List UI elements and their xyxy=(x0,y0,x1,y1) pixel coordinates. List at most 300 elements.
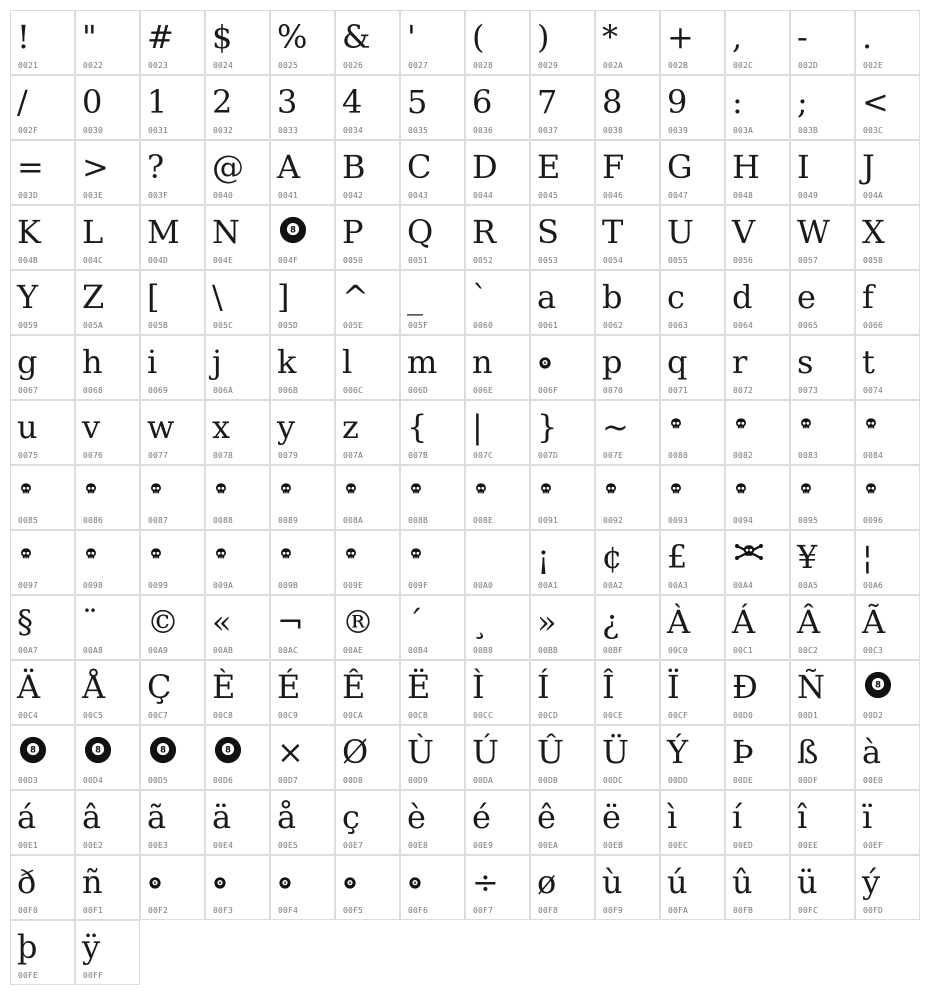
glyph-char: Ø xyxy=(342,733,369,771)
glyph-cell xyxy=(400,595,465,660)
glyph-codepoint: 00A9 xyxy=(148,646,169,655)
glyph-char: Z xyxy=(82,278,105,316)
glyph-char: ' xyxy=(407,18,416,56)
glyph-codepoint: 0040 xyxy=(213,191,234,200)
glyph-cell xyxy=(75,270,140,335)
glyph-cell xyxy=(855,595,920,660)
glyph-codepoint: 00F4 xyxy=(278,906,299,915)
glyph-codepoint: 0064 xyxy=(733,321,754,330)
glyph-cell xyxy=(205,335,270,400)
glyph-cell xyxy=(855,660,920,725)
glyph-codepoint: 005E xyxy=(343,321,364,330)
glyph-cell xyxy=(205,530,270,595)
glyph-cell xyxy=(660,595,725,660)
glyph-codepoint: 0070 xyxy=(603,386,624,395)
glyph-cell xyxy=(595,270,660,335)
glyph-codepoint: 005A xyxy=(83,321,104,330)
glyph-char: Â xyxy=(797,603,821,641)
glyph-char: ë xyxy=(602,798,621,836)
glyph-codepoint: 0046 xyxy=(603,191,624,200)
glyph-cell xyxy=(465,790,530,855)
glyph-char: ´ xyxy=(407,603,423,641)
glyph-codepoint: 0095 xyxy=(798,516,819,525)
glyph-codepoint: 00CE xyxy=(603,711,624,720)
glyph-char: N xyxy=(212,213,240,251)
svg-text:8: 8 xyxy=(30,744,36,755)
glyph-cell xyxy=(660,140,725,205)
glyph-cell xyxy=(10,75,75,140)
glyph-cell xyxy=(400,660,465,725)
glyph-cell xyxy=(595,595,660,660)
glyph-codepoint: 00A8 xyxy=(83,646,104,655)
glyph-codepoint: 0044 xyxy=(473,191,494,200)
glyph-char: Ú xyxy=(472,733,499,771)
skull-icon xyxy=(344,547,358,561)
eight-ball-icon xyxy=(84,736,112,764)
glyph-cell xyxy=(465,140,530,205)
glyph-codepoint: 00EE xyxy=(798,841,819,850)
glyph-codepoint: 00CA xyxy=(343,711,364,720)
glyph-char: Q xyxy=(407,213,434,251)
glyph-cell xyxy=(660,855,725,920)
skull-icon xyxy=(734,482,748,496)
glyph-char: © xyxy=(147,603,179,641)
glyph-codepoint: 0086 xyxy=(83,516,104,525)
glyph-codepoint: 0065 xyxy=(798,321,819,330)
glyph-codepoint: 0029 xyxy=(538,61,559,70)
glyph-char: É xyxy=(277,668,301,706)
glyph-cell xyxy=(270,725,335,790)
glyph-cell xyxy=(335,140,400,205)
glyph-char: < xyxy=(862,83,889,121)
glyph-cell xyxy=(10,465,75,530)
glyph-codepoint: 007A xyxy=(343,451,364,460)
glyph-codepoint: 0076 xyxy=(83,451,104,460)
glyph-cell xyxy=(335,855,400,920)
glyph-codepoint: 0057 xyxy=(798,256,819,265)
glyph-codepoint: 00FC xyxy=(798,906,819,915)
glyph-codepoint: 0045 xyxy=(538,191,559,200)
glyph-cell xyxy=(660,465,725,530)
glyph-char: ÿ xyxy=(82,928,101,966)
glyph-char: Y xyxy=(17,278,39,316)
glyph-codepoint: 0041 xyxy=(278,191,299,200)
glyph-char: l xyxy=(342,343,353,381)
glyph-codepoint: 008A xyxy=(343,516,364,525)
glyph-cell xyxy=(335,205,400,270)
skull-icon xyxy=(734,417,748,431)
glyph-cell xyxy=(10,790,75,855)
glyph-codepoint: 00C1 xyxy=(733,646,754,655)
glyph-codepoint: 007E xyxy=(603,451,624,460)
glyph-cell xyxy=(75,75,140,140)
glyph-char: y xyxy=(277,408,296,446)
glyph-codepoint: 00BF xyxy=(603,646,624,655)
glyph-cell xyxy=(400,530,465,595)
glyph-char: J xyxy=(862,148,875,186)
glyph-cell xyxy=(595,75,660,140)
glyph-cell xyxy=(205,140,270,205)
glyph-cell xyxy=(335,335,400,400)
glyph-codepoint: 00A4 xyxy=(733,581,754,590)
glyph-codepoint: 0078 xyxy=(213,451,234,460)
glyph-codepoint: 00DA xyxy=(473,776,494,785)
glyph-char: Å xyxy=(82,668,106,706)
glyph-cell xyxy=(270,400,335,465)
glyph-codepoint: 009F xyxy=(408,581,429,590)
glyph-char: S xyxy=(537,213,559,251)
skull-icon xyxy=(279,547,293,561)
eight-ball-icon xyxy=(19,736,47,764)
glyph-cell xyxy=(790,790,855,855)
glyph-cell xyxy=(75,465,140,530)
glyph-cell xyxy=(855,205,920,270)
glyph-codepoint: 0036 xyxy=(473,126,494,135)
skull-icon xyxy=(84,482,98,496)
glyph-cell xyxy=(725,335,790,400)
glyph-cell xyxy=(400,855,465,920)
glyph-codepoint: 00F7 xyxy=(473,906,494,915)
glyph-codepoint: 00F3 xyxy=(213,906,234,915)
glyph-codepoint: 0059 xyxy=(18,321,39,330)
skull-crossbones-icon xyxy=(734,543,764,563)
glyph-codepoint: 0039 xyxy=(668,126,689,135)
glyph-cell xyxy=(660,270,725,335)
glyph-cell xyxy=(140,335,205,400)
glyph-cell xyxy=(725,10,790,75)
glyph-cell xyxy=(205,270,270,335)
glyph-char: W xyxy=(797,213,830,251)
glyph-codepoint: 00EF xyxy=(863,841,884,850)
glyph-cell xyxy=(140,10,205,75)
glyph-cell xyxy=(75,595,140,660)
glyph-codepoint: 0060 xyxy=(473,321,494,330)
skull-icon xyxy=(604,482,618,496)
svg-text:8: 8 xyxy=(225,744,231,755)
glyph-char: ¿ xyxy=(602,603,620,641)
glyph-codepoint: 003E xyxy=(83,191,104,200)
glyph-char: C xyxy=(407,148,432,186)
glyph-cell xyxy=(205,790,270,855)
glyph-codepoint: 004D xyxy=(148,256,169,265)
glyph-char: > xyxy=(82,148,109,186)
glyph-char: ð xyxy=(17,863,37,901)
glyph-cell xyxy=(725,660,790,725)
glyph-char: Ã xyxy=(862,603,886,641)
glyph-codepoint: 0051 xyxy=(408,256,429,265)
glyph-cell xyxy=(75,205,140,270)
glyph-cell xyxy=(140,270,205,335)
glyph-cell xyxy=(790,140,855,205)
glyph-codepoint: 009E xyxy=(343,581,364,590)
glyph-cell xyxy=(855,10,920,75)
glyph-codepoint: 00FF xyxy=(83,971,104,980)
glyph-codepoint: 00FB xyxy=(733,906,754,915)
glyph-codepoint: 0047 xyxy=(668,191,689,200)
glyph-codepoint: 0067 xyxy=(18,386,39,395)
glyph-cell xyxy=(400,725,465,790)
glyph-cell xyxy=(10,335,75,400)
glyph-codepoint: 006F xyxy=(538,386,559,395)
svg-text:8: 8 xyxy=(283,881,287,885)
glyph-codepoint: 0042 xyxy=(343,191,364,200)
glyph-char: + xyxy=(667,18,694,56)
glyph-cell xyxy=(75,140,140,205)
glyph-cell xyxy=(10,205,75,270)
glyph-char: « xyxy=(212,603,232,641)
glyph-codepoint: 00EC xyxy=(668,841,689,850)
glyph-codepoint: 007C xyxy=(473,451,494,460)
glyph-codepoint: 00F2 xyxy=(148,906,169,915)
glyph-codepoint: 002B xyxy=(668,61,689,70)
glyph-char: / xyxy=(17,83,28,121)
glyph-codepoint: 0052 xyxy=(473,256,494,265)
glyph-codepoint: 00DD xyxy=(668,776,689,785)
glyph-char: & xyxy=(342,18,371,56)
glyph-cell xyxy=(725,725,790,790)
glyph-codepoint: 006A xyxy=(213,386,234,395)
glyph-char: ® xyxy=(342,603,374,641)
glyph-codepoint: 0024 xyxy=(213,61,234,70)
glyph-cell xyxy=(530,205,595,270)
glyph-char: 4 xyxy=(342,83,363,121)
glyph-codepoint: 008B xyxy=(408,516,429,525)
glyph-char: , xyxy=(732,18,743,56)
glyph-cell xyxy=(465,660,530,725)
glyph-cell xyxy=(855,855,920,920)
glyph-char: ¥ xyxy=(797,538,818,576)
glyph-char: s xyxy=(797,343,814,381)
glyph-codepoint: 0056 xyxy=(733,256,754,265)
glyph-cell xyxy=(790,75,855,140)
glyph-cell xyxy=(270,660,335,725)
glyph-cell xyxy=(465,465,530,530)
glyph-codepoint: 006E xyxy=(473,386,494,395)
glyph-codepoint: 002D xyxy=(798,61,819,70)
glyph-char: ; xyxy=(797,83,808,121)
glyph-char: ) xyxy=(537,18,550,56)
glyph-codepoint: 0061 xyxy=(538,321,559,330)
glyph-char: Í xyxy=(537,668,550,706)
glyph-codepoint: 0084 xyxy=(863,451,884,460)
skull-icon xyxy=(149,547,163,561)
skull-icon xyxy=(409,482,423,496)
glyph-char: À xyxy=(667,603,691,641)
glyph-char: n xyxy=(472,343,493,381)
glyph-cell xyxy=(465,725,530,790)
skull-icon xyxy=(669,482,683,496)
glyph-cell xyxy=(205,205,270,270)
glyph-cell xyxy=(400,335,465,400)
glyph-codepoint: 00D3 xyxy=(18,776,39,785)
glyph-cell xyxy=(335,75,400,140)
glyph-cell xyxy=(790,530,855,595)
glyph-codepoint: 00AB xyxy=(213,646,234,655)
glyph-char: ú xyxy=(667,863,688,901)
glyph-char: % xyxy=(277,18,308,56)
glyph-char: R xyxy=(472,213,497,251)
glyph-cell xyxy=(140,75,205,140)
glyph-codepoint: 0092 xyxy=(603,516,624,525)
glyph-cell xyxy=(335,660,400,725)
glyph-codepoint: 002C xyxy=(733,61,754,70)
glyph-codepoint: 0068 xyxy=(83,386,104,395)
glyph-char: ä xyxy=(212,798,232,836)
svg-text:8: 8 xyxy=(875,679,881,690)
glyph-cell xyxy=(400,270,465,335)
glyph-cell xyxy=(10,270,75,335)
glyph-cell xyxy=(660,660,725,725)
glyph-cell xyxy=(270,790,335,855)
glyph-char: û xyxy=(732,863,753,901)
glyph-cell xyxy=(75,920,140,985)
glyph-codepoint: 0063 xyxy=(668,321,689,330)
glyph-cell xyxy=(790,465,855,530)
glyph-codepoint: 0028 xyxy=(473,61,494,70)
glyph-codepoint: 00B4 xyxy=(408,646,429,655)
glyph-char: _ xyxy=(407,278,423,316)
glyph-char: 8 xyxy=(602,83,623,121)
glyph-cell xyxy=(790,400,855,465)
glyph-codepoint: 009A xyxy=(213,581,234,590)
glyph-cell xyxy=(270,75,335,140)
glyph-codepoint: 0049 xyxy=(798,191,819,200)
glyph-codepoint: 0098 xyxy=(83,581,104,590)
glyph-cell xyxy=(725,75,790,140)
glyph-codepoint: 004B xyxy=(18,256,39,265)
glyph-cell xyxy=(10,660,75,725)
glyph-char: I xyxy=(797,148,810,186)
glyph-cell xyxy=(205,75,270,140)
glyph-codepoint: 0099 xyxy=(148,581,169,590)
glyph-codepoint: 0033 xyxy=(278,126,299,135)
glyph-char: ] xyxy=(277,278,290,316)
glyph-cell xyxy=(595,530,660,595)
glyph-char: Û xyxy=(537,733,564,771)
glyph-char: | xyxy=(472,408,483,446)
glyph-char: - xyxy=(797,18,808,56)
glyph-codepoint: 00E7 xyxy=(343,841,364,850)
glyph-char: q xyxy=(667,343,688,381)
glyph-cell xyxy=(660,205,725,270)
glyph-codepoint: 0069 xyxy=(148,386,169,395)
glyph-cell xyxy=(270,465,335,530)
glyph-cell xyxy=(75,400,140,465)
glyph-codepoint: 00D2 xyxy=(863,711,884,720)
glyph-codepoint: 005F xyxy=(408,321,429,330)
glyph-cell xyxy=(335,400,400,465)
glyph-codepoint: 00D4 xyxy=(83,776,104,785)
glyph-char: Þ xyxy=(732,733,754,771)
glyph-cell xyxy=(335,270,400,335)
glyph-codepoint: 00A2 xyxy=(603,581,624,590)
glyph-cell xyxy=(790,595,855,660)
glyph-char: T xyxy=(602,213,624,251)
glyph-codepoint: 0093 xyxy=(668,516,689,525)
glyph-char: * xyxy=(602,18,618,56)
glyph-codepoint: 0026 xyxy=(343,61,364,70)
glyph-codepoint: 00ED xyxy=(733,841,754,850)
glyph-cell xyxy=(10,725,75,790)
glyph-cell xyxy=(140,205,205,270)
skull-icon xyxy=(864,482,878,496)
glyph-char: d xyxy=(732,278,753,316)
glyph-codepoint: 009B xyxy=(278,581,299,590)
svg-text:8: 8 xyxy=(95,744,101,755)
glyph-char: t xyxy=(862,343,875,381)
glyph-cell xyxy=(205,660,270,725)
glyph-cell xyxy=(725,205,790,270)
glyph-cell xyxy=(530,855,595,920)
glyph-cell xyxy=(140,660,205,725)
glyph-char: $ xyxy=(212,18,233,56)
glyph-codepoint: 00CF xyxy=(668,711,689,720)
glyph-char: é xyxy=(472,798,491,836)
glyph-codepoint: 006C xyxy=(343,386,364,395)
glyph-codepoint: 00A5 xyxy=(798,581,819,590)
glyph-char: A xyxy=(277,148,301,186)
glyph-char: Ù xyxy=(407,733,434,771)
skull-icon xyxy=(864,417,878,431)
glyph-char: . xyxy=(862,18,873,56)
skull-icon xyxy=(669,417,683,431)
glyph-char: ^ xyxy=(342,278,369,316)
glyph-char: L xyxy=(82,213,104,251)
glyph-codepoint: 00C8 xyxy=(213,711,234,720)
glyph-codepoint: 00A0 xyxy=(473,581,494,590)
glyph-codepoint: 00A7 xyxy=(18,646,39,655)
glyph-cell xyxy=(465,530,530,595)
glyph-char: ï xyxy=(862,798,873,836)
glyph-codepoint: 00DE xyxy=(733,776,754,785)
eight-ball-small-icon xyxy=(539,356,551,368)
glyph-codepoint: 0080 xyxy=(668,451,689,460)
glyph-char: þ xyxy=(17,928,38,966)
glyph-codepoint: 00BB xyxy=(538,646,559,655)
glyph-char: ê xyxy=(537,798,556,836)
glyph-codepoint: 0022 xyxy=(83,61,104,70)
glyph-char: Đ xyxy=(732,668,758,706)
glyph-char: â xyxy=(82,798,102,836)
svg-text:8: 8 xyxy=(543,361,547,365)
glyph-cell xyxy=(400,140,465,205)
glyph-cell xyxy=(530,530,595,595)
glyph-codepoint: 00C7 xyxy=(148,711,169,720)
glyph-cell xyxy=(660,530,725,595)
glyph-codepoint: 006D xyxy=(408,386,429,395)
glyph-codepoint: 00EA xyxy=(538,841,559,850)
glyph-codepoint: 00F5 xyxy=(343,906,364,915)
glyph-cell xyxy=(725,140,790,205)
glyph-cell xyxy=(790,335,855,400)
glyph-char: e xyxy=(797,278,816,316)
glyph-codepoint: 003A xyxy=(733,126,754,135)
glyph-cell xyxy=(530,790,595,855)
glyph-cell xyxy=(660,790,725,855)
glyph-codepoint: 00D7 xyxy=(278,776,299,785)
glyph-cell xyxy=(270,335,335,400)
glyph-char: å xyxy=(277,798,297,836)
glyph-codepoint: 0075 xyxy=(18,451,39,460)
eight-ball-icon xyxy=(279,216,307,244)
glyph-char: è xyxy=(407,798,426,836)
glyph-codepoint: 00E9 xyxy=(473,841,494,850)
glyph-char: Ê xyxy=(342,668,366,706)
glyph-codepoint: 002A xyxy=(603,61,624,70)
glyph-char: î xyxy=(797,798,808,836)
glyph-cell xyxy=(855,465,920,530)
glyph-char: Ä xyxy=(17,668,41,706)
